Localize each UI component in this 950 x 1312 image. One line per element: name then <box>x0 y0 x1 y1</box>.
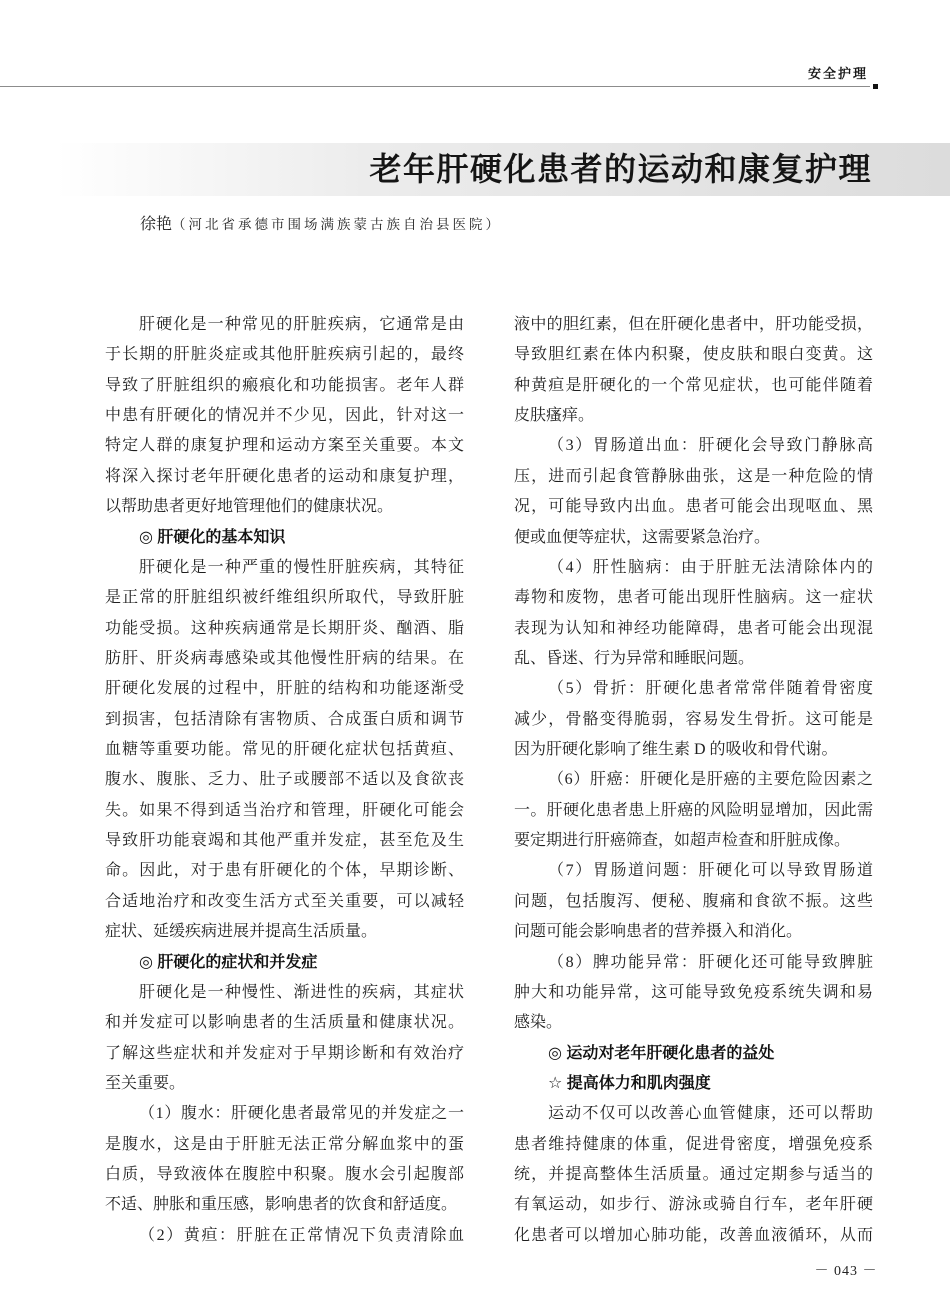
text-line: 了解这些症状和并发症对于早期诊断和有效治疗 <box>105 1044 464 1062</box>
left-column <box>105 310 464 1252</box>
text-line: 导致肝功能衰竭和其他严重并发症，甚至危及生 <box>105 832 464 850</box>
text-line: （8）脾功能异常：肝硬化还可能导致脾脏 <box>548 953 873 971</box>
text-line: （4）肝性脑病：由于肝脏无法清除体内的 <box>548 558 873 576</box>
paragraph <box>514 674 873 765</box>
running-header-section: 安全护理 <box>807 66 868 81</box>
text-line: 压，进而引起食管静脉曲张，这是一种危险的情 <box>514 467 873 485</box>
text-line: 特定人群的康复护理和运动方案至关重要。本文 <box>105 437 464 455</box>
text-line: 减少，骨骼变得脆弱，容易发生骨折。这可能是 <box>514 710 873 728</box>
text-line: 中患有肝硬化的情况并不少见，因此，针对这一 <box>105 407 464 425</box>
text-line: 导致胆红素在体内积聚，使皮肤和眼白变黄。这 <box>514 346 873 364</box>
author-affiliation: （河北省承德市围场满族蒙古族自治县医院） <box>172 217 503 232</box>
text-line: 种黄疸是肝硬化的一个常见症状，也可能伴随着 <box>514 376 873 394</box>
text-line: （1）腹水：肝硬化患者最常见的并发症之一 <box>139 1105 464 1123</box>
paragraph <box>514 765 873 856</box>
title-banner <box>55 143 950 196</box>
text-line: 感染。 <box>514 1014 563 1032</box>
text-line: 肪肝、肝炎病毒感染或其他慢性肝病的结果。在 <box>105 649 464 667</box>
text-line: 问题，包括腹泻、便秘、腹痛和食欲不振。这些 <box>514 892 873 910</box>
right-column <box>514 310 873 1252</box>
text-line: 肝硬化是一种严重的慢性肝脏疾病，其特征 <box>139 558 464 576</box>
paragraph <box>514 948 873 1039</box>
text-line: 毒物和废物，患者可能出现肝性脑病。这一症状 <box>514 589 873 607</box>
text-line: 血糖等重要功能。常见的肝硬化症状包括黄疸、 <box>105 741 464 759</box>
section-heading: ◎ 肝硬化的症状和并发症 <box>139 953 318 971</box>
text-line: 命。因此，对于患有肝硬化的个体，早期诊断、 <box>105 862 464 880</box>
paragraph <box>105 310 464 523</box>
section-heading: ◎ 运动对老年肝硬化患者的益处 <box>548 1044 775 1062</box>
text-line: 不适、肿胀和重压感，影响患者的饮食和舒适度。 <box>105 1196 458 1214</box>
text-line: 于长期的肝脏炎症或其他肝脏疾病引起的，最终 <box>105 346 464 364</box>
text-line: 肝硬化是一种慢性、渐进性的疾病，其症状 <box>139 983 464 1001</box>
paragraph <box>105 978 464 1099</box>
text-line: 因为肝硬化影响了维生素 D 的吸收和骨代谢。 <box>514 741 838 759</box>
text-line: 运动不仅可以改善心血管健康，还可以帮助 <box>548 1105 873 1123</box>
header-square-mark <box>873 84 878 89</box>
text-line: 是正常的肝脏组织被纤维组织所取代，导致肝脏 <box>105 589 464 607</box>
text-line: 表现为认知和神经功能障碍，患者可能会出现混 <box>514 619 873 637</box>
text-line: 功能受损。这种疾病通常是长期肝炎、酗酒、脂 <box>105 619 464 637</box>
text-line: 问题可能会影响患者的营养摄入和消化。 <box>514 923 803 941</box>
text-line: 便或血便等症状，这需要紧急治疗。 <box>514 528 771 546</box>
subsection-heading: ☆ 提高体力和肌肉强度 <box>548 1074 711 1092</box>
paragraph <box>514 856 873 947</box>
text-line: 肝硬化发展的过程中，肝脏的结构和功能逐渐受 <box>105 680 464 698</box>
text-line: 皮肤瘙痒。 <box>514 407 595 425</box>
text-line: （7）胃肠道问题：肝硬化可以导致胃肠道 <box>548 862 873 880</box>
paragraph <box>514 1099 873 1251</box>
article-title: 老年肝硬化患者的运动和康复护理 <box>369 151 872 187</box>
text-line: 将深入探讨老年肝硬化患者的运动和康复护理， <box>105 467 464 485</box>
text-line: 以帮助患者更好地管理他们的健康状况。 <box>105 498 394 516</box>
text-line: 化患者可以增加心肺功能，改善血液循环，从而 <box>514 1226 873 1244</box>
paragraph <box>514 553 873 674</box>
text-line: 症状、延缓疾病进展并提高生活质量。 <box>105 923 378 941</box>
text-line: 导致了肝脏组织的瘢痕化和功能损害。老年人群 <box>105 376 464 394</box>
header-rule <box>0 86 870 87</box>
text-line: 白质，导致液体在腹腔中积聚。腹水会引起腹部 <box>105 1166 464 1184</box>
text-line: 肝硬化是一种常见的肝脏疾病，它通常是由 <box>139 316 464 333</box>
page-number: － 043 － <box>814 1264 878 1279</box>
text-line: 有氧运动，如步行、游泳或骑自行车，老年肝硬 <box>514 1196 873 1214</box>
text-line: 要定期进行肝癌筛查，如超声检查和肝脏成像。 <box>514 832 851 850</box>
text-line: 肿大和功能异常，这可能导致免疫系统失调和易 <box>514 983 873 1001</box>
text-line: （2）黄疸：肝脏在正常情况下负责清除血 <box>139 1226 464 1244</box>
text-line: （3）胃肠道出血：肝硬化会导致门静脉高 <box>548 437 873 455</box>
text-line: 腹水、腹胀、乏力、肚子或腰部不适以及食欲丧 <box>105 771 464 789</box>
paragraph <box>105 1221 464 1251</box>
author-name: 徐艳 <box>140 216 173 233</box>
text-line: 到损害，包括清除有害物质、合成蛋白质和调节 <box>105 710 464 728</box>
text-line: 是腹水，这是由于肝脏无法正常分解血浆中的蛋 <box>105 1135 464 1153</box>
text-line: 一。肝硬化患者患上肝癌的风险明显增加，因此需 <box>514 801 873 819</box>
text-line: （6）肝癌：肝硬化是肝癌的主要危险因素之 <box>548 771 873 789</box>
text-line: 合适地治疗和改变生活方式至关重要，可以减轻 <box>105 892 464 910</box>
author-line <box>140 213 502 237</box>
text-line: 统，并提高整体生活质量。通过定期参与适当的 <box>514 1166 873 1184</box>
text-line: 况，可能导致内出血。患者可能会出现呕血、黑 <box>514 498 873 516</box>
text-line: 至关重要。 <box>105 1074 186 1092</box>
paragraph <box>514 431 873 552</box>
text-line: 患者维持健康的体重，促进骨密度，增强免疫系 <box>514 1135 873 1153</box>
paragraph <box>105 1099 464 1220</box>
text-line: 和并发症可以影响患者的生活质量和健康状况。 <box>105 1014 464 1032</box>
text-line: （5）骨折：肝硬化患者常常伴随着骨密度 <box>548 680 873 698</box>
section-heading: ◎ 肝硬化的基本知识 <box>139 528 286 546</box>
text-line: 乱、昏迷、行为异常和睡眠问题。 <box>514 649 755 667</box>
paragraph <box>514 310 873 431</box>
paragraph <box>105 553 464 948</box>
text-line: 失。如果不得到适当治疗和管理，肝硬化可能会 <box>105 801 464 819</box>
text-line: 液中的胆红素，但在肝硬化患者中，肝功能受损， <box>514 316 873 333</box>
